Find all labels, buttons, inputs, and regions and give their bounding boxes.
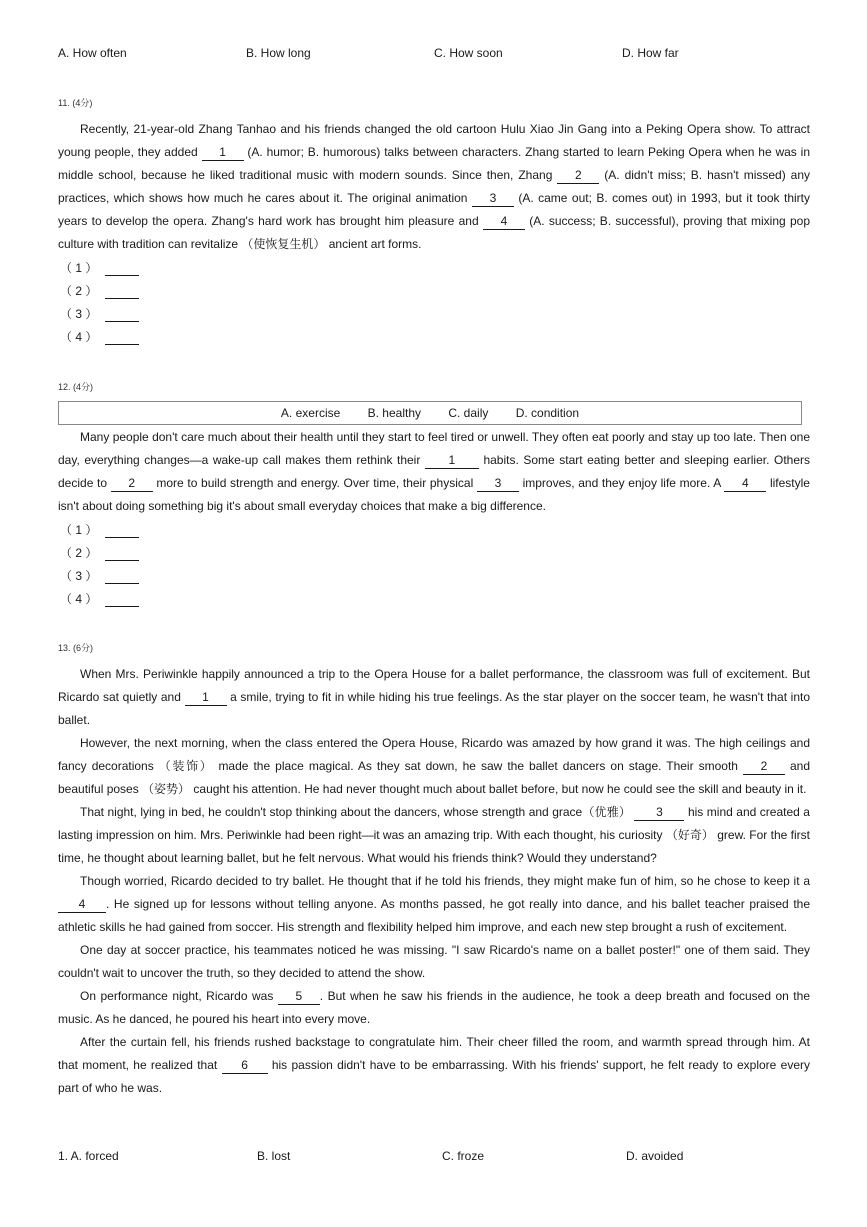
word-option: B. healthy — [367, 406, 421, 420]
question-13-header: 13. (6分) — [58, 643, 94, 653]
answer-line-1[interactable]: （ 1 ） — [60, 260, 139, 276]
option-row — [58, 1146, 818, 1166]
paragraph: Though worried, Ricardo decided to try ballet. He thought that if he told his friends, they might make fun of him, so he chose to keep it a 4 . He signed up for lessons without telling anyone. As months passed, he got really into dance, and his ballet teacher praised the athletic skills he had gained from soccer. His strength and flexibility helped him improve, and each new step brought a rush of excitement. — [58, 874, 810, 934]
blank-5[interactable]: 5 — [278, 989, 320, 1005]
word-option: A. exercise — [280, 406, 341, 420]
question-11-passage: Recently, 21-year-old Zhang Tanhao and his friends changed the old cartoon Hulu Xiao Jin Gang into a Peking Opera show. To attract young people, they added 1 (A. humor; B. humorous) talks between characters. Zhang started to learn Peking Opera when he was in middle school, because he liked traditional music with modern sounds. Since then, Zhang 2 (A. didn't miss; B. hasn't missed) any practices, which shows how much he cares about it. The original animation 3 (A. came out; B. comes out) in 1993, but it took thirty years to develop the opera. Zhang's hard work has brought him pleasure and 4 (A. success; B. successful), proving that mixing pop culture with tradition can revitalize （使恢复生机） ancient art forms. — [58, 122, 811, 251]
question-12-header: 12. (4分) — [58, 382, 94, 392]
blank-1[interactable]: 1 — [425, 453, 479, 469]
option-b[interactable]: B. lost — [257, 1149, 291, 1163]
word-option: D. condition — [515, 406, 580, 420]
paragraph: When Mrs. Periwinkle happily announced a trip to the Opera House for a ballet performance, the classroom was full of excitement. But Ricardo sat quietly and 1 a smile, trying to fit in while hiding his true feelings. As the star player on the soccer team, he wasn't that into ballet. — [58, 667, 811, 727]
blank-2[interactable]: 2 — [111, 476, 153, 492]
answer-line-4[interactable]: （ 4 ） — [60, 329, 139, 345]
answer-line-3[interactable]: （ 3 ） — [60, 306, 139, 322]
question-11-header: 11. (4分) — [58, 98, 93, 108]
blank-3[interactable]: 3 — [472, 191, 514, 207]
answer-line-2[interactable]: （ 2 ） — [60, 283, 139, 299]
option-a[interactable]: 1. A. forced — [58, 1149, 119, 1163]
option-b: B. How long — [246, 46, 311, 60]
paragraph: That night, lying in bed, he couldn't stop thinking about the dancers, whose strength and grace（优雅） 3 his mind and created a lasting impression on him. Mrs. Periwinkle had been right—it was an amazing trip. With each thought, his curiosity （好奇） grew. For the first time, he thought about learning ballet, but he felt nervous. What would his friends think? Would they understand? — [58, 805, 810, 865]
blank-3[interactable]: 3 — [634, 805, 684, 821]
option-a: A. How often — [58, 46, 127, 60]
answer-line-1[interactable]: （ 1 ） — [60, 522, 139, 538]
answer-line-3[interactable]: （ 3 ） — [60, 568, 139, 584]
option-d: D. How far — [622, 46, 679, 60]
question-12-passage: Many people don't care much about their health until they start to feel tired or unwell. They often eat poorly and stay up too late. Then one day, everything changes—a wake-up call makes them rethink their 1 habits. Some start eating better and sleeping earlier. Others decide to 2 more to build strength and energy. Over time, their physical 3 improves, and they enjoy life more. A 4 lifestyle isn't about doing something big it's about small everyday choices that make a big difference. — [58, 430, 811, 513]
word-option: C. daily — [448, 406, 489, 420]
option-c[interactable]: C. froze — [442, 1149, 485, 1163]
word-bank — [58, 401, 802, 425]
blank-4[interactable]: 4 — [58, 897, 106, 913]
paragraph: After the curtain fell, his friends rushed backstage to congratulate him. Their cheer filled the room, and warmth spread through him. At that moment, he realized that 6 his passion didn't have to be embarrassing. With his friends' support, he felt ready to explore every part of who he was. — [58, 1035, 810, 1095]
blank-3[interactable]: 3 — [477, 476, 519, 492]
blank-1[interactable]: 1 — [185, 690, 227, 706]
option-d[interactable]: D. avoided — [626, 1149, 684, 1163]
option-c: C. How soon — [434, 46, 503, 60]
paragraph: However, the next morning, when the class entered the Opera House, Ricardo was amazed by how grand it was. The high ceilings and fancy decorations （装饰） made the place magical. As they sat down, he saw the ballet dancers on stage. Their smooth 2 and beautiful poses （姿势） caught his attention. He had never thought much about ballet before, but now he could see the skill and beauty in it. — [58, 736, 810, 796]
blank-6[interactable]: 6 — [222, 1058, 268, 1074]
question-13-passage — [58, 663, 810, 1100]
paragraph: One day at soccer practice, his teammates noticed he was missing. "I saw Ricardo's name on a ballet poster!" one of them said. They couldn't wait to uncover the truth, so they decided to attend the show. — [58, 943, 810, 980]
answer-line-2[interactable]: （ 2 ） — [60, 545, 139, 561]
blank-2[interactable]: 2 — [743, 759, 785, 775]
option-row — [58, 43, 818, 63]
blank-4[interactable]: 4 — [483, 214, 525, 230]
answer-line-4[interactable]: （ 4 ） — [60, 591, 139, 607]
blank-4[interactable]: 4 — [724, 476, 766, 492]
blank-1[interactable]: 1 — [202, 145, 244, 161]
paragraph: On performance night, Ricardo was 5 . But when he saw his friends in the audience, he took a deep breath and focused on the music. As he danced, he poured his heart into every move. — [58, 989, 810, 1026]
blank-2[interactable]: 2 — [557, 168, 599, 184]
